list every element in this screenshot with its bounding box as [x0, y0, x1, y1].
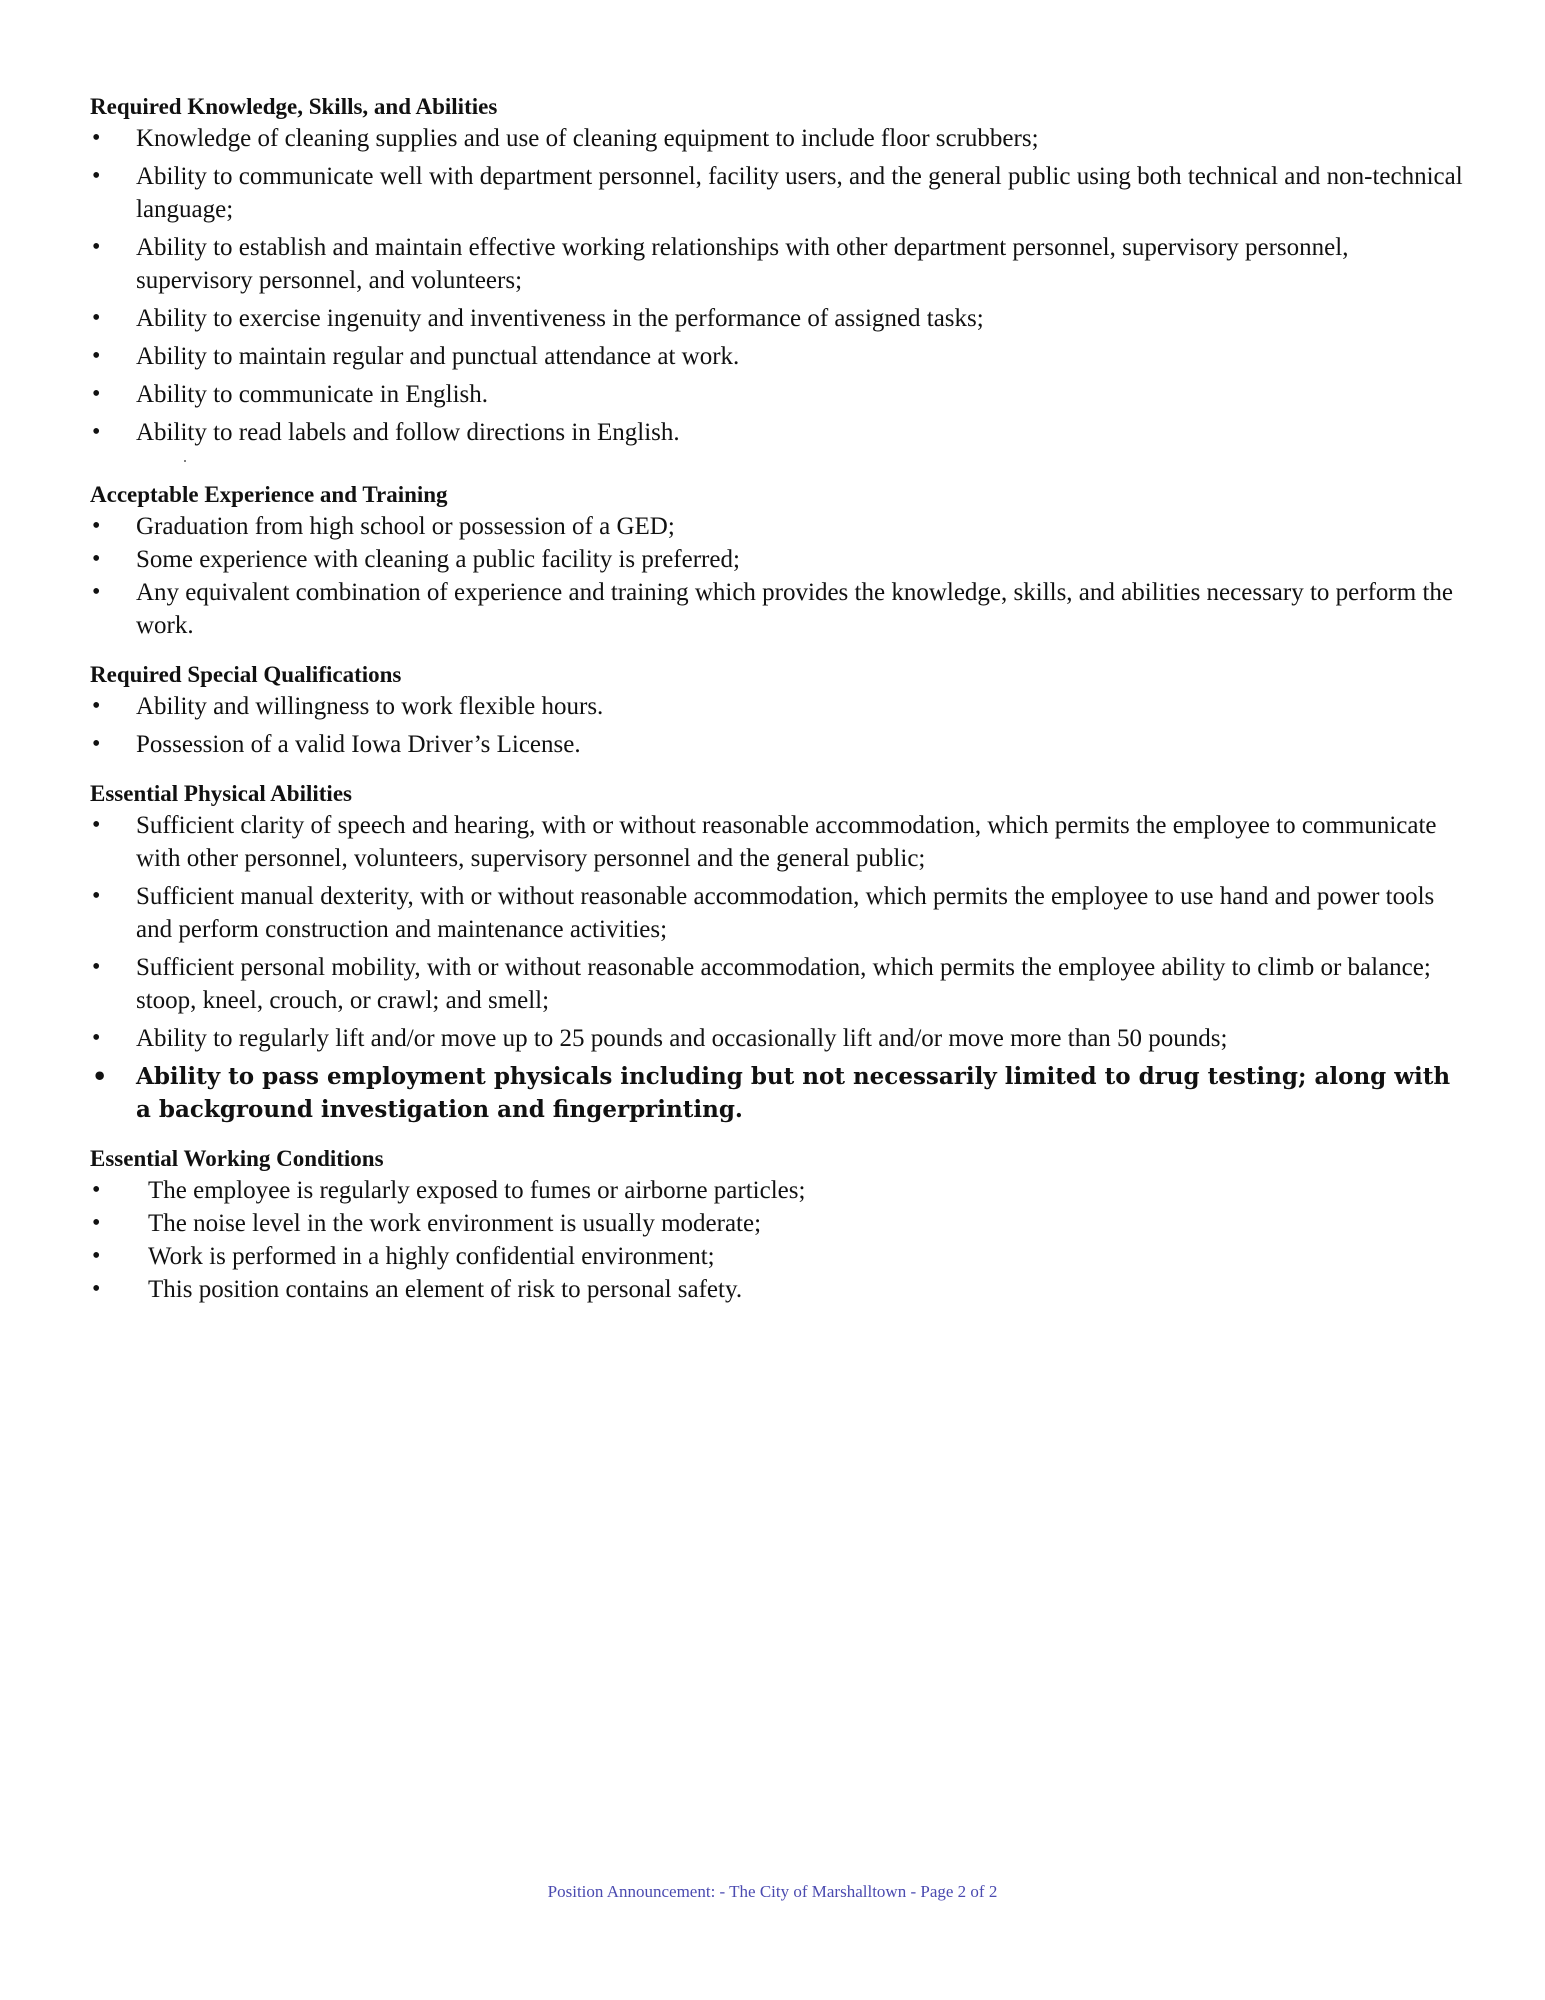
section-working-conditions — [90, 1144, 1470, 1306]
section-title: Essential Working Conditions — [90, 1146, 384, 1171]
page-footer: Position Announcement: - The City of Marshalltown - Page 2 of 2 — [547, 1882, 998, 1901]
list-item: • Sufficient manual dexterity, with or without reasonable accommodation, which permits the employee to use hand and power tools and perform construction and maintenance activities; — [90, 880, 1470, 946]
section-physical-abilities — [90, 779, 1470, 1126]
list-item: • Ability to regularly lift and/or move up to 25 pounds and occasionally lift and/or move more than 50 pounds; — [90, 1022, 1470, 1055]
bullet-list — [90, 1174, 1470, 1306]
bullet-list — [90, 690, 1470, 761]
list-item: • Knowledge of cleaning supplies and use of cleaning equipment to include floor scrubbers; — [90, 122, 1470, 155]
bullet-list — [90, 809, 1470, 1126]
list-item: • Ability to pass employment physicals including but not necessarily limited to drug testing; along with a background investigation and fingerprinting. — [90, 1060, 1470, 1126]
list-item: • Any equivalent combination of experience and training which provides the knowledge, skills, and abilities necessary to perform the work. — [90, 576, 1470, 642]
list-item: • Possession of a valid Iowa Driver’s License. — [90, 728, 1470, 761]
section-knowledge-skills-abilities — [90, 92, 1470, 449]
list-item: • Ability to maintain regular and punctual attendance at work. — [90, 340, 1470, 373]
section-special-qualifications — [90, 660, 1470, 761]
list-item: • Graduation from high school or possession of a GED; — [90, 510, 1470, 543]
list-item: • Ability to exercise ingenuity and inventiveness in the performance of assigned tasks; — [90, 302, 1470, 335]
bullet-list — [90, 510, 1470, 642]
list-item: • The noise level in the work environment is usually moderate; — [90, 1207, 1470, 1240]
list-item: • Some experience with cleaning a public facility is preferred; — [90, 543, 1470, 576]
list-item: • This position contains an element of risk to personal safety. — [90, 1273, 1470, 1306]
section-experience-training — [90, 480, 1470, 642]
section-title: Acceptable Experience and Training — [90, 482, 448, 507]
section-title: Essential Physical Abilities — [90, 781, 352, 806]
list-item: • Ability to establish and maintain effective working relationships with other department personnel, supervisory personnel, supervisory personnel, and volunteers; — [90, 231, 1470, 297]
section-title: Required Knowledge, Skills, and Abilities — [90, 94, 498, 119]
list-item: • The employee is regularly exposed to fumes or airborne particles; — [90, 1174, 1470, 1207]
list-item: • Work is performed in a highly confidential environment; — [90, 1240, 1470, 1273]
section-title: Required Special Qualifications — [90, 662, 402, 687]
page-content — [90, 92, 1470, 1306]
list-item: • Ability to communicate in English. — [90, 378, 1470, 411]
list-item: • Ability to communicate well with department personnel, facility users, and the general public using both technical and non-technical language; — [90, 160, 1470, 226]
list-item: • Ability and willingness to work flexible hours. — [90, 690, 1470, 723]
list-item: • Ability to read labels and follow directions in English. — [90, 416, 1470, 449]
list-item: • Sufficient personal mobility, with or without reasonable accommodation, which permits the employee ability to climb or balance; stoop, kneel, crouch, or crawl; and smell; — [90, 951, 1470, 1017]
bullet-list — [90, 122, 1470, 449]
stray-mark — [90, 454, 1470, 480]
list-item: • Sufficient clarity of speech and hearing, with or without reasonable accommodation, which permits the employee to communicate with other personnel, volunteers, supervisory personnel and the general public; — [90, 809, 1470, 875]
